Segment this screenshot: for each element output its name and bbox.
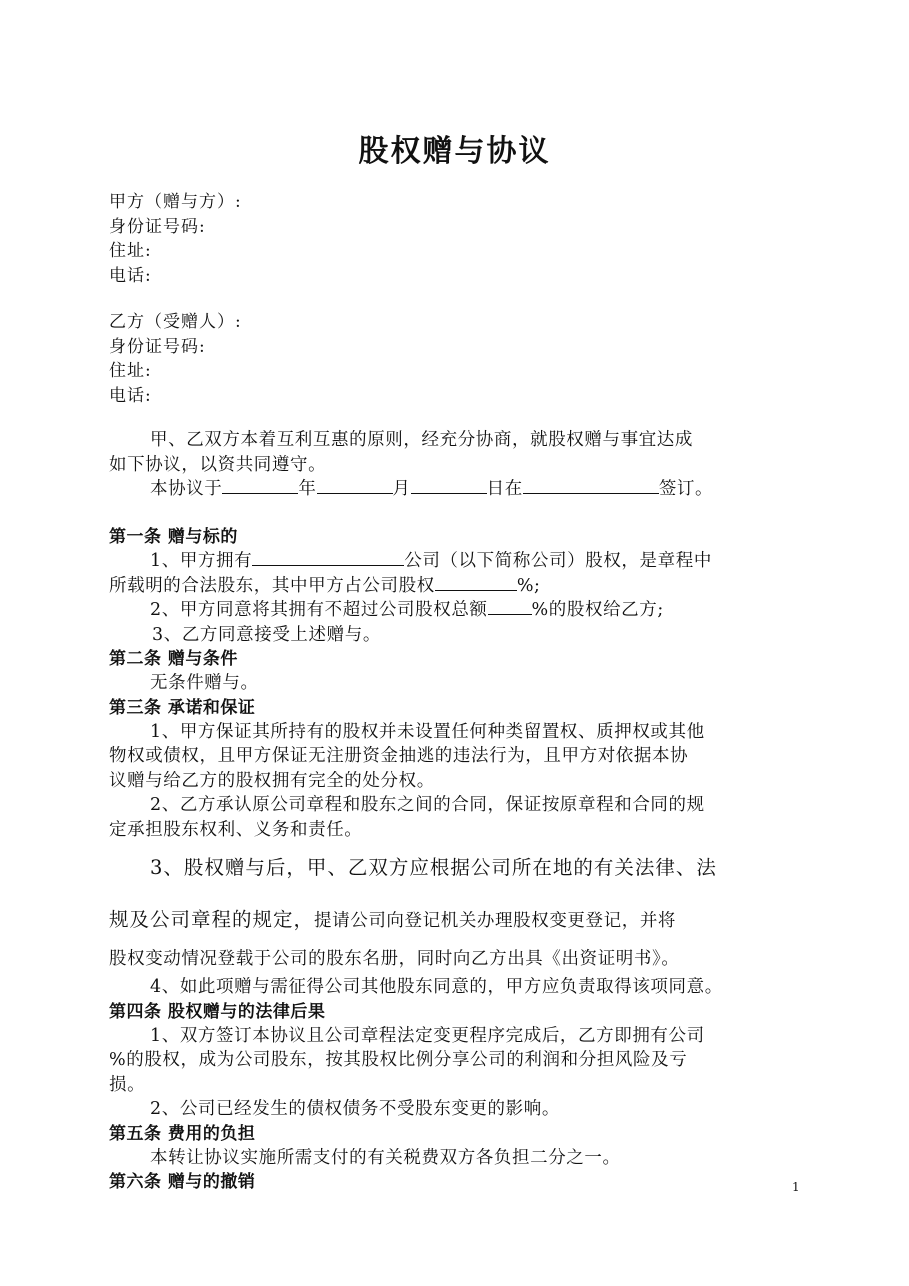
sign-place-blank — [523, 478, 659, 494]
article-5-heading: 第五条 费用的负担 — [109, 1123, 256, 1144]
company-name-blank — [252, 550, 404, 566]
article-3-item-2-line-2: 定承担股东权利、义务和责任。 — [109, 819, 363, 840]
document-title: 股权赠与协议 — [358, 134, 551, 169]
article-3-item-3-line-1: 3、股权赠与后，甲、乙双方应根据公司所在地的有关法律、法 — [150, 856, 717, 879]
party-b-id-label: 身份证号码: — [109, 336, 206, 357]
article-1-item-1-line-2 — [109, 574, 809, 599]
party-a-section — [109, 190, 809, 288]
party-b-address-label: 住址: — [109, 361, 152, 381]
article-1-item-1-suffix: 公司（以下简称公司）股权，是章程中 — [404, 551, 712, 571]
article-4-item-1-line-3: 损。 — [109, 1074, 146, 1095]
article-4-item-1-line-2: %的股权，成为公司股东，按其股权比例分享公司的利润和分担风险及亏 — [109, 1050, 688, 1070]
equity-percent-blank — [435, 575, 517, 591]
article-4-item-1-line-1: 1、双方签订本协议且公司章程法定变更程序完成后，乙方即拥有公司 — [150, 1025, 705, 1046]
sign-year-blank — [222, 478, 298, 494]
article-3-item-3-line-2-part-b: 提请公司向登记机关办理股权变更登记，并将 — [314, 911, 677, 931]
article-1-item-2 — [109, 598, 809, 623]
party-b-section — [109, 310, 809, 408]
article-3-heading: 第三条 承诺和保证 — [109, 697, 256, 718]
article-1-item-1 — [109, 549, 809, 574]
sign-month-blank — [317, 478, 393, 494]
sign-day-label: 日在 — [486, 479, 523, 499]
article-1-item-2-suffix: %的股权给乙方; — [531, 600, 664, 620]
sign-suffix: 签订。 — [658, 479, 714, 499]
article-3-item-1-line-3: 议赠与给乙方的股权拥有完全的处分权。 — [109, 770, 435, 791]
article-1-item-1-line-2-suffix: %; — [516, 575, 541, 596]
article-2-heading: 第二条 赠与条件 — [109, 649, 238, 669]
article-3-item-1-line-1: 1、甲方保证其所持有的股权并未设置任何种类留置权、质押权或其他 — [150, 721, 705, 742]
page-number: 1 — [792, 1180, 800, 1194]
party-a-id-label: 身份证号码: — [109, 216, 206, 237]
gift-percent-blank — [488, 599, 532, 615]
article-3-item-1-line-2: 物权或债权，且甲方保证无注册资金抽逃的违法行为，且甲方对依据本协 — [109, 746, 689, 766]
signing-line — [109, 477, 809, 502]
party-a-address-label: 住址: — [109, 241, 152, 261]
sign-prefix: 本协议于 — [150, 479, 223, 499]
article-3-item-3-line-2-part-a: 规及公司章程的规定， — [109, 908, 315, 931]
article-6-heading: 第六条 赠与的撤销 — [109, 1172, 256, 1192]
article-1-item-2-prefix: 2、甲方同意将其拥有不超过公司股权总额 — [150, 600, 488, 620]
sign-month-label: 月 — [392, 479, 411, 499]
intro-line-1: 甲、乙双方本着互利互惠的原则，经充分协商，就股权赠与事宜达成 — [150, 430, 693, 450]
articles-section — [109, 525, 809, 1194]
sign-year-label: 年 — [298, 479, 317, 499]
article-4-item-2: 2、公司已经发生的债权债务不受股东变更的影响。 — [150, 1099, 560, 1119]
article-3-item-3-line-3: 股权变动情况登载于公司的股东名册，同时向乙方出具《出资证明书》。 — [109, 949, 680, 969]
article-1-heading: 第一条 赠与标的 — [109, 527, 238, 547]
article-3-item-3-line-2 — [109, 904, 809, 937]
article-1-item-1-line-2-prefix: 所载明的合法股东，其中甲方占公司股权 — [109, 575, 435, 596]
article-2-body: 无条件赠与。 — [150, 673, 259, 693]
article-4-heading: 第四条 股权赠与的法律后果 — [109, 1001, 326, 1022]
article-3-item-2-line-1: 2、乙方承认原公司章程和股东之间的合同，保证按原章程和合同的规 — [150, 795, 705, 815]
article-5-body: 本转让协议实施所需支付的有关税费双方各负担二分之一。 — [150, 1147, 621, 1168]
intro-line-2: 如下协议，以资共同遵守。 — [109, 454, 327, 475]
article-1-item-3: 3、乙方同意接受上述赠与。 — [152, 624, 381, 645]
party-a-name-label: 甲方（赠与方）: — [109, 192, 242, 212]
sign-day-blank — [411, 478, 487, 494]
party-b-phone-label: 电话: — [109, 385, 152, 406]
article-3-item-4: 4、如此项赠与需征得公司其他股东同意的，甲方应负责取得该项同意。 — [150, 977, 723, 997]
intro-section — [109, 428, 809, 502]
party-a-phone-label: 电话: — [109, 265, 152, 286]
article-1-item-1-prefix: 1、甲方拥有 — [150, 551, 253, 571]
party-b-name-label: 乙方（受赠人）: — [109, 312, 242, 332]
